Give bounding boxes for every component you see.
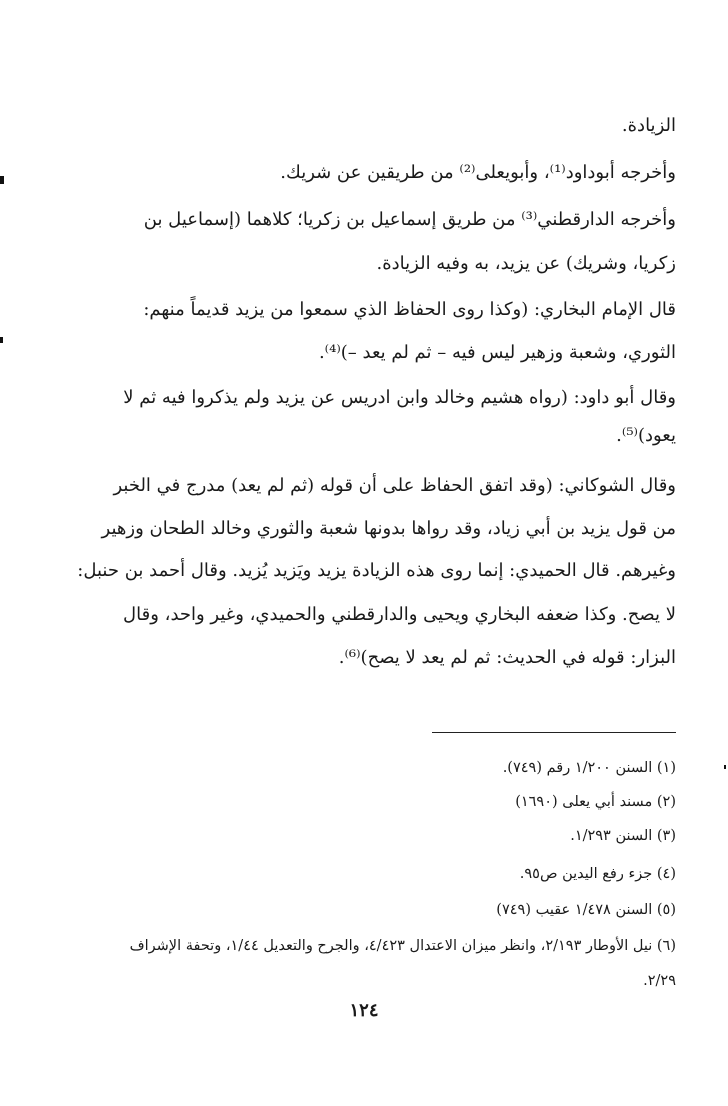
body-line: وأخرجه الدارقطني⁽³⁾ من طريق إسماعيل بن زكريا؛ كلاهما (إسماعيل بن xyxy=(143,209,676,230)
page-number: ١٢٤ xyxy=(349,1000,379,1021)
body-line: الثوري، وشعبة وزهير ليس فيه – ثم لم يعد –)⁽⁴⁾. xyxy=(318,342,676,363)
body-line: الزيادة. xyxy=(621,115,676,136)
body-line: لا يصح. وكذا ضعفه البخاري ويحيى والدارقطني والحميدي، وغير واحد، وقال xyxy=(123,604,676,625)
body-line: وغيرهم. قال الحميدي: إنما روى هذه الزيادة يزيد ويَزيد يُزيد. وقال أحمد بن حنبل: xyxy=(77,560,676,581)
body-line: زكريا، وشريك) عن يزيد، به وفيه الزيادة. xyxy=(376,253,676,274)
footnote-separator xyxy=(432,732,676,733)
body-line: يعود)⁽⁵⁾. xyxy=(616,425,676,446)
body-line: من قول يزيد بن أبي زياد، وقد رواها بدونها شعبة والثوري وخالد الطحان وزهير xyxy=(101,518,676,539)
body-line: وقال أبو داود: (رواه هشيم وخالد وابن ادريس عن يزيد ولم يذكروا فيه ثم لا xyxy=(123,387,676,408)
footnote: ٢/٢٩. xyxy=(643,973,676,989)
body-line: قال الإمام البخاري: (وكذا روى الحفاظ الذي سمعوا من يزيد قديماً منهم: xyxy=(143,299,676,320)
body-line: وأخرجه أبوداود⁽¹⁾، وأبويعلى⁽²⁾ من طريقين عن شريك. xyxy=(280,162,676,183)
body-line: البزار: قوله في الحديث: ثم لم يعد لا يصح)⁽⁶⁾. xyxy=(338,647,676,668)
footnote: (١) السنن ١/٢٠٠ رقم (٧٤٩). xyxy=(502,760,676,776)
footnote: (٤) جزء رفع اليدين ص٩٥. xyxy=(519,866,676,882)
footnote: (٢) مسند أبي يعلى (١٦٩٠) xyxy=(515,794,676,810)
footnote: (٣) السنن ١/٢٩٣. xyxy=(570,828,676,844)
footnote: (٥) السنن ١/٤٧٨ عقيب (٧٤٩) xyxy=(496,902,676,918)
scan-edge-mark xyxy=(724,765,726,769)
scan-edge-mark xyxy=(0,176,4,184)
scan-edge-mark xyxy=(0,337,3,343)
body-line: وقال الشوكاني: (وقد اتفق الحفاظ على أن قوله (ثم لم يعد) مدرج في الخبر xyxy=(113,475,676,496)
footnote: (٦) نيل الأوطار ٢/١٩٣، وانظر ميزان الاعتدال ٤/٤٢٣، والجرح والتعديل ١/٤٤، وتحفة الإشراف xyxy=(129,938,676,954)
